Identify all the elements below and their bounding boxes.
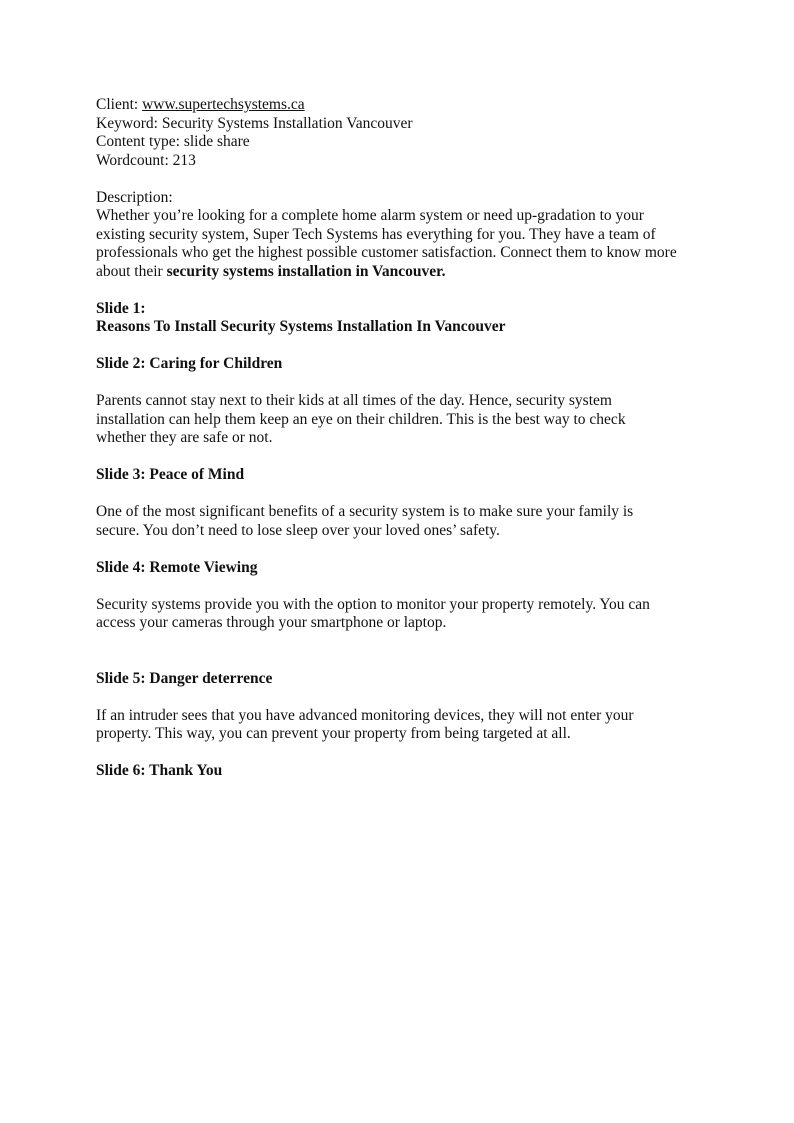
document-body (96, 96, 706, 781)
description-line: Whether you’re looking for a complete home alarm system or need up-gradation to your (96, 207, 644, 224)
slide-2-text-line: installation can help them keep an eye on their children. This is the best way to check (96, 410, 626, 428)
keyword-line: Keyword: Security Systems Installation Vancouver (96, 114, 413, 132)
description-keyword-bold: security systems installation in Vancouver. (166, 262, 446, 280)
slide-1-subheading: Reasons To Install Security Systems Installation In Vancouver (96, 318, 506, 335)
slide-4-text-line: Security systems provide you with the option to monitor your property remotely. You can (96, 595, 650, 613)
slide-5-text-line: property. This way, you can prevent your property from being targeted at all. (96, 725, 571, 742)
description-line: professionals who get the highest possible customer satisfaction. Connect them to know more (96, 244, 677, 261)
slide-5-text-line: If an intruder sees that you have advanced monitoring devices, they will not enter your (96, 706, 634, 724)
slide-3-heading: Slide 3: Peace of Mind (96, 466, 245, 483)
slide-3-text-line: One of the most significant benefits of a security system is to make sure your family is (96, 503, 634, 520)
slide-3-text-line: secure. You don’t need to lose sleep over your loved ones’ safety. (96, 521, 500, 539)
slide-5-heading: Slide 5: Danger deterrence (96, 669, 273, 687)
description-heading: Description: (96, 188, 173, 206)
slide-1-heading: Slide 1: (96, 299, 146, 317)
description-line: existing security system, Super Tech Systems has everything for you. They have a team of (96, 225, 656, 243)
client-url-link[interactable]: www.supertechsystems.ca (142, 96, 305, 113)
slide-2-heading: Slide 2: Caring for Children (96, 355, 283, 372)
client-label: Client: (96, 96, 143, 113)
slide-2-text-line: whether they are safe or not. (96, 429, 273, 446)
slide-2-text-line: Parents cannot stay next to their kids at all times of the day. Hence, security system (96, 392, 612, 409)
wordcount-line: Wordcount: 213 (96, 151, 196, 169)
client-line (96, 96, 706, 115)
slide-4-heading: Slide 4: Remote Viewing (96, 558, 258, 576)
content-type-line: Content type: slide share (96, 133, 250, 150)
slide-4-text-line: access your cameras through your smartphone or laptop. (96, 614, 447, 631)
slide-6-heading: Slide 6: Thank You (96, 762, 223, 779)
description-line-last (96, 263, 706, 282)
description-last-prefix: about their (96, 262, 167, 280)
